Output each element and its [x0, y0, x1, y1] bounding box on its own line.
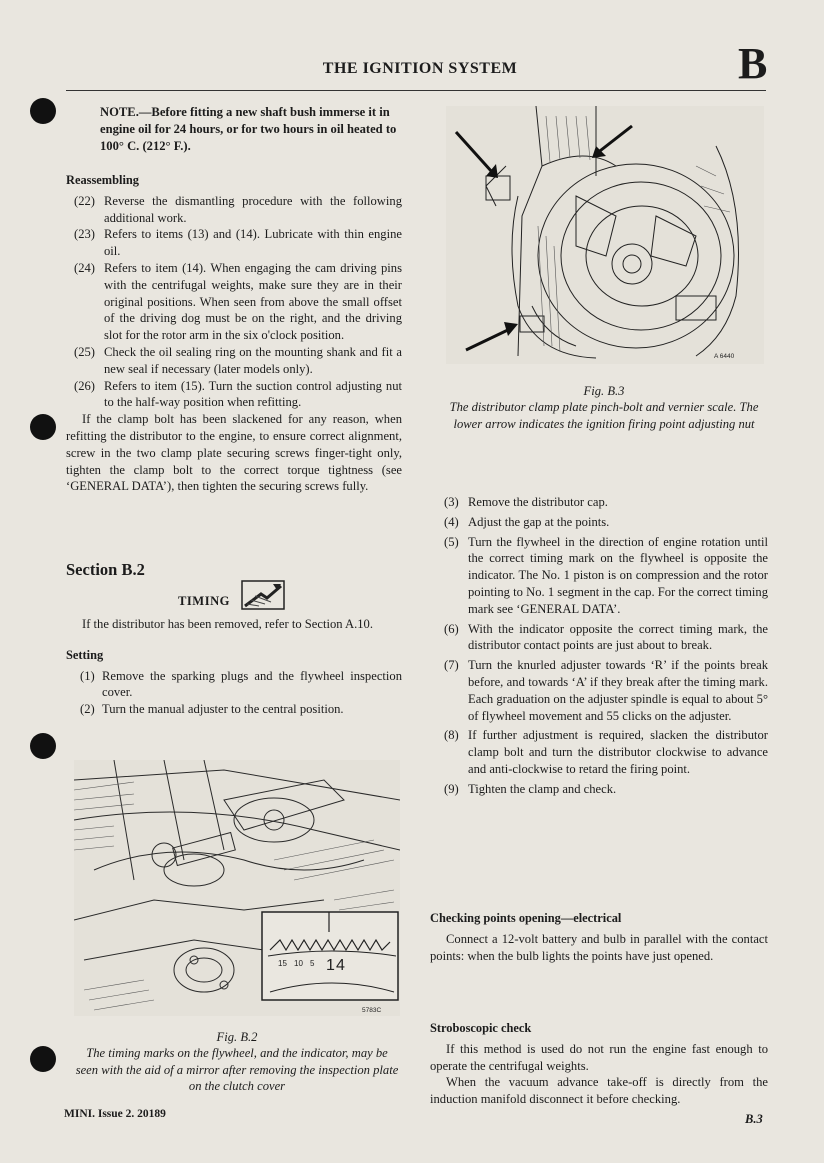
list-item: (1) Remove the sparking plugs and the flywheel inspection cover. — [80, 668, 402, 700]
list-item: (7) Turn the knurled adjuster towards ‘R’ if the points break before, and towards ‘A’ if they break after the timing mark. Each graduation on the adjuster spindle is equal to about 5° of flywheel movement and 55 clicks on the adjuster. — [444, 658, 768, 723]
list-item: (22) Reverse the dismantling procedure with the following additional work. — [74, 193, 402, 225]
page-number: B.3 — [745, 1112, 763, 1126]
distributor-illustration — [446, 106, 764, 364]
list-item: (9) Tighten the clamp and check. — [444, 781, 617, 796]
figure-label: Fig. B.3 — [583, 384, 625, 398]
figure-caption: The distributor clamp plate pinch-bolt and vernier scale. The lower arrow indicates the ignition firing point adjusting nut — [449, 400, 759, 431]
page-title: THE IGNITION SYSTEM — [322, 60, 518, 77]
reassembling-heading: Reassembling — [66, 173, 139, 187]
list-item: (5) Turn the flywheel in the direction of engine rotation until the correct timing mark on the flywheel is opposite the indicator. The No. 1 piston is on compression and the rotor pointing to No. 1 segment in the cap. For the correct timing mark see ‘GENERAL DATA’. — [444, 534, 768, 616]
scale-mark: 15 — [278, 959, 287, 968]
list-item: (26) Refers to item (15). Turn the suction control adjusting nut to the half-way position when refitting. — [74, 378, 402, 410]
list-item: (6) With the indicator opposite the correct timing mark, the distributor contact points are just about to break. — [444, 621, 768, 653]
fig-b3-caption-block — [440, 384, 768, 432]
binder-hole-icon — [30, 733, 56, 759]
figure-caption: The timing marks on the flywheel, and the indicator, may be seen with the aid of a mirror after removing the inspection plate on the clutch cover — [75, 1046, 399, 1093]
list-item: (8) If further adjustment is required, slacken the distributor clamp bolt and turn the distributor clockwise to advance and anti-clockwise to retard the firing point. — [444, 728, 768, 776]
scale-mark: 4 — [336, 957, 345, 974]
checking-paragraph: Connect a 12-volt battery and bulb in parallel with the contact points: when the bulb lights the points have just opened. — [430, 931, 768, 963]
reassembling-block — [66, 172, 402, 495]
header-rule — [66, 90, 766, 91]
clamp-paragraph: If the clamp bolt has been slackened for any reason, when refitting the distributor to the engine, to ensure correct alignment, screw in the two clamp plate securing screws finger-tight only, tighten the clamp bolt to the correct torque tightness (see ‘GENERAL DATA’), then tighten the securing screws fully. — [66, 412, 402, 494]
binder-hole-icon — [30, 414, 56, 440]
scale-mark: 10 — [294, 959, 303, 968]
binder-hole-icon — [30, 1046, 56, 1072]
fig-b2-caption-block — [74, 1030, 400, 1095]
binder-hole-icon — [30, 98, 56, 124]
strobe-paragraph: If this method is used do not run the engine fast enough to operate the centrifugal weights. — [430, 1041, 768, 1073]
timing-block — [66, 616, 402, 718]
section-heading: Section B.2 — [66, 560, 145, 579]
scale-mark: 5 — [310, 959, 315, 968]
footer-issue: MINI. Issue 2. 20189 — [64, 1108, 166, 1120]
note-paragraph: NOTE.—Before fitting a new shaft bush immerse it in engine oil for 24 hours, or for two hours in oil heated to 100° C. (212° F.). — [100, 105, 397, 153]
timing-light-icon — [241, 580, 285, 610]
figure-ref-code: 5783C — [362, 1007, 382, 1014]
list-item: (25) Check the oil sealing ring on the mounting shank and fit a new seal if necessary (later models only). — [74, 344, 402, 376]
list-item: (2) Turn the manual adjuster to the central position. — [80, 702, 344, 717]
list-item: (23) Refers to items (13) and (14). Lubricate with thin engine oil. — [74, 227, 402, 259]
timing-subheading: TIMING — [178, 594, 230, 608]
section-letter: B — [738, 39, 768, 88]
flywheel-timing-illustration — [74, 760, 400, 1016]
setting-heading: Setting — [66, 647, 104, 662]
figure-label: Fig. B.2 — [216, 1030, 258, 1044]
list-item: (24) Refers to item (14). When engaging the cam driving pins with the centrifugal weights, make sure they are in their original positions. When seen from above the small offset of the driving dog must be on the right, and the driving slot for the rotor arm in the six o'clock position. — [74, 260, 402, 343]
strobe-block — [430, 1020, 768, 1108]
strobe-heading: Stroboscopic check — [430, 1021, 532, 1035]
list-item: (3) Remove the distributor cap. — [444, 495, 608, 509]
scale-mark: 1 — [326, 957, 335, 974]
timing-intro: If the distributor has been removed, refer to Section A.10. — [82, 617, 373, 631]
list-item: (4) Adjust the gap at the points. — [444, 514, 610, 529]
checking-block — [430, 910, 768, 964]
checking-heading: Checking points opening—electrical — [430, 911, 622, 925]
strobe-paragraph: When the vacuum advance take-off is directly from the induction manifold disconnect it before checking. — [430, 1075, 768, 1107]
setting-steps-block — [430, 494, 768, 798]
figure-ref-code: A 6440 — [714, 353, 735, 360]
